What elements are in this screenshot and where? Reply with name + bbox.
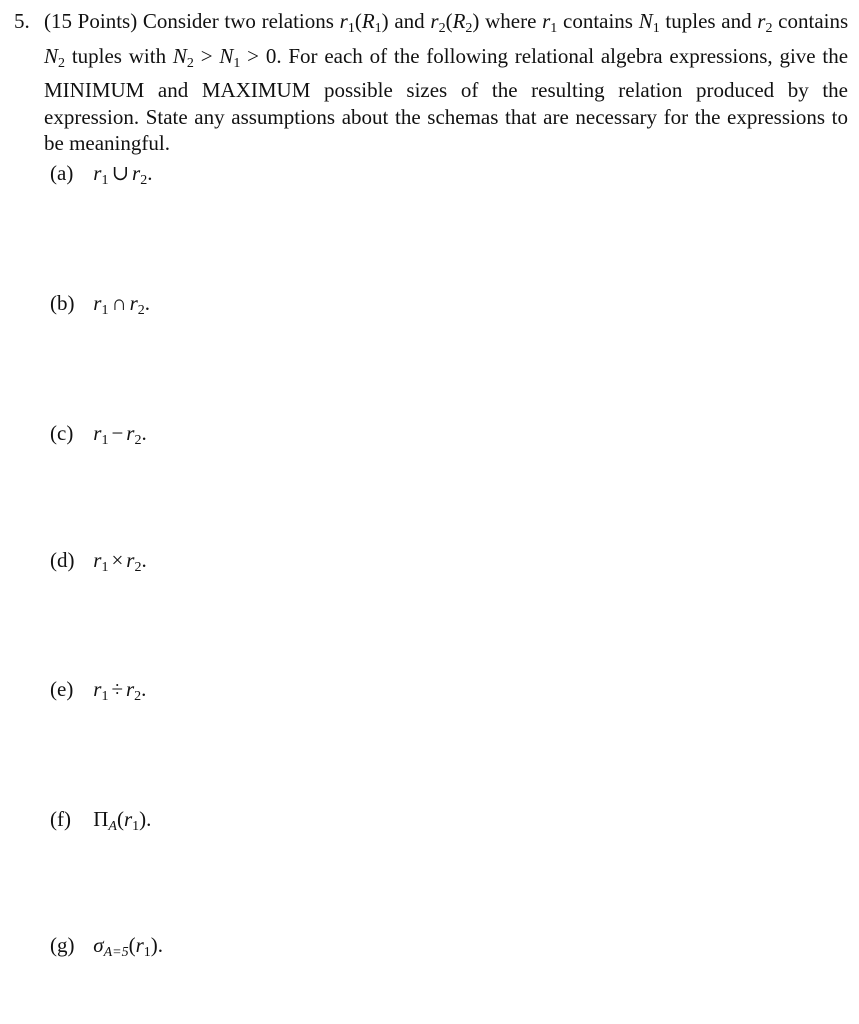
math-N2: $N_2$ [44, 43, 66, 71]
math-N1: $N_1$ [638, 9, 660, 36]
math-r1-R1: $r_1(R_1)$ [339, 9, 389, 36]
part-b [50, 290, 150, 324]
projection-symbol: Π [93, 807, 109, 831]
part-e [50, 676, 146, 710]
expression: $r_1 - r_2$. [93, 421, 147, 448]
expression: $r_1$ ∩ $r_2$. [93, 291, 151, 318]
cross-product-symbol: × [111, 548, 124, 572]
part-label: (b) [50, 291, 75, 315]
intersection-symbol: ∩ [111, 291, 127, 315]
expression: $\Pi A(r_1)$. [93, 807, 152, 834]
expression: $r_1 \div r_2$. [93, 677, 147, 704]
part-c [50, 420, 147, 454]
selection-symbol: σ [93, 933, 104, 957]
part-label: (f) [50, 807, 71, 831]
part-label: (a) [50, 161, 74, 185]
part-label: (c) [50, 421, 74, 445]
math-r1: $r_1$ [542, 9, 558, 36]
part-label: (e) [50, 677, 74, 701]
part-label: (g) [50, 933, 75, 957]
union-symbol: ∪ [111, 161, 130, 185]
problem-number: 5. [14, 9, 30, 33]
problem-statement: 5. (15 Points) Consider two relations $r_1(R_1)$ and $r_2(R_2)$ where $r_1$ contains $N_1$ tuples and $r_2$ contains $N_2$ tuples with $N_2 > N_1 > 0$. For each of the following relational algebra expressions, give the MINIMUM and MAXIMUM possible sizes of the resulting relation produced by the expression. State any assumptions about the schemas that are necessary for the expressions to be meaningful. [14, 9, 849, 155]
part-d [50, 547, 147, 581]
division-symbol: ÷ [111, 677, 123, 701]
problem-points: (15 Points) [44, 9, 138, 33]
part-g [50, 932, 163, 966]
math-r2: $r_2$ [757, 9, 773, 36]
problem-5 [14, 8, 848, 157]
expression: $r_1$ ∪ $r_2$. [93, 161, 153, 188]
math-r2-R2: $r_2(R_2)$ [430, 9, 480, 36]
part-label: (d) [50, 548, 75, 572]
difference-symbol: − [111, 421, 124, 445]
expression: $\sigma A=5(r_1)$. [93, 933, 164, 960]
math-inequality: $N_2 > N_1 > 0$. [172, 43, 282, 71]
part-a [50, 160, 152, 194]
part-f [50, 806, 151, 840]
problem-instructions: For each of the following relational algebra expressions, give the MINIMUM and MAXIMUM possible sizes of the resulting relation produced by the expression. State any assumptions about the schemas that are necessary for the expressions to be meaningful. [44, 43, 849, 155]
expression: $r_1 \times r_2$. [93, 548, 147, 575]
